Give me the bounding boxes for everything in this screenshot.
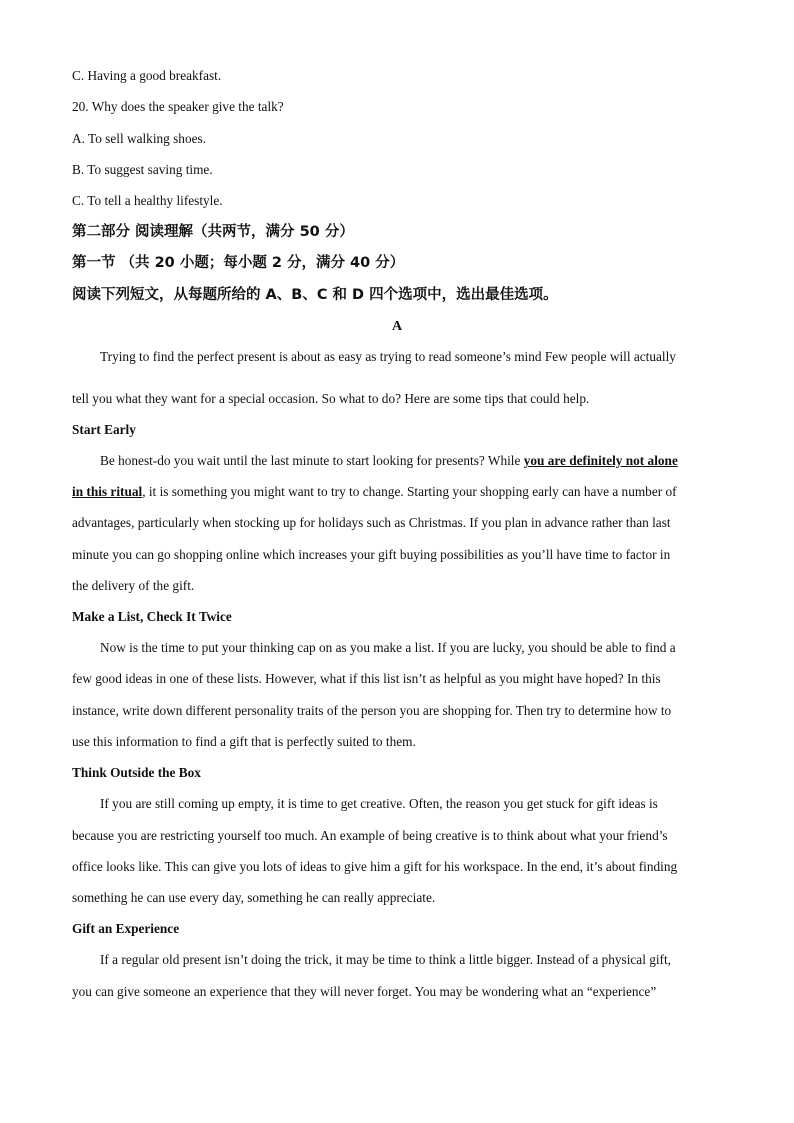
part-two-heading: 第二部分 阅读理解（共两节，满分 50 分） bbox=[72, 224, 354, 240]
think-outside-line-1: If you are still coming up empty, it is time to get creative. Often, the reason you get stuck for gift ideas is bbox=[100, 796, 658, 811]
start-early-line-2 bbox=[72, 484, 677, 500]
q20-option-a: A. To sell walking shoes. bbox=[72, 131, 207, 146]
passage-letter: A bbox=[391, 319, 403, 334]
gift-experience-line-2: you can give someone an experience that they will never forget. You may be wondering what an “experience” bbox=[72, 984, 657, 999]
make-a-list-line-1: Now is the time to put your thinking cap on as you make a list. If you are lucky, you should be able to find a bbox=[100, 640, 676, 655]
q20-stem: 20. Why does the speaker give the talk? bbox=[72, 99, 284, 114]
section-one-heading: 第一节 （共 20 小题；每小题 2 分，满分 40 分） bbox=[72, 255, 405, 271]
section-heading-gift-experience: Gift an Experience bbox=[72, 921, 180, 936]
q20-option-c: C. To tell a healthy lifestyle. bbox=[72, 193, 223, 208]
q20-option-b: B. To suggest saving time. bbox=[72, 162, 213, 177]
think-outside-line-2: because you are restricting yourself too much. An example of being creative is to think about what your friend’s bbox=[72, 828, 668, 843]
q19-option-c: C. Having a good breakfast. bbox=[72, 68, 222, 83]
make-a-list-line-4: use this information to find a gift that is perfectly suited to them. bbox=[72, 734, 416, 749]
section-heading-start-early: Start Early bbox=[72, 422, 136, 437]
make-a-list-line-2: few good ideas in one of these lists. However, what if this list isn’t as helpful as you might have hoped? In this bbox=[72, 671, 661, 686]
underlined-phrase-part-2: in this ritual bbox=[72, 484, 143, 499]
underlined-phrase-part-1: you are definitely not alone bbox=[523, 453, 678, 468]
section-heading-think-outside: Think Outside the Box bbox=[72, 765, 201, 780]
start-early-line-3: advantages, particularly when stocking up for holidays such as Christmas. If you plan in advance rather than last bbox=[72, 515, 671, 530]
think-outside-line-4: something he can use every day, something he can really appreciate. bbox=[72, 890, 436, 905]
intro-line-2: tell you what they want for a special occasion. So what to do? Here are some tips that could help. bbox=[72, 391, 590, 406]
gift-experience-line-1: If a regular old present isn’t doing the trick, it may be time to think a little bigger. Instead of a physical gift, bbox=[100, 952, 672, 967]
start-early-line-1 bbox=[100, 453, 678, 469]
start-early-line-4: minute you can go shopping online which increases your gift buying possibilities as you’ll have time to factor in bbox=[72, 547, 671, 562]
instructions: 阅读下列短文，从每题所给的 A、B、C 和 D 四个选项中，选出最佳选项。 bbox=[72, 287, 558, 303]
start-early-line-2-text: , it is something you might want to try to change. Starting your shopping early can have a number of bbox=[142, 484, 677, 499]
think-outside-line-3: office looks like. This can give you lots of ideas to give him a gift for his workspace. In the end, it’s about finding bbox=[72, 859, 678, 874]
intro-line-1: Trying to find the perfect present is about as easy as trying to read someone’s mind Few people will actually bbox=[100, 349, 676, 364]
section-heading-make-a-list: Make a List, Check It Twice bbox=[72, 609, 232, 624]
make-a-list-line-3: instance, write down different personality traits of the person you are shopping for. Then try to determine how to bbox=[72, 703, 672, 718]
start-early-line-1-text: Be honest-do you wait until the last minute to start looking for presents? While bbox=[100, 453, 524, 468]
start-early-line-5: the delivery of the gift. bbox=[72, 578, 195, 593]
